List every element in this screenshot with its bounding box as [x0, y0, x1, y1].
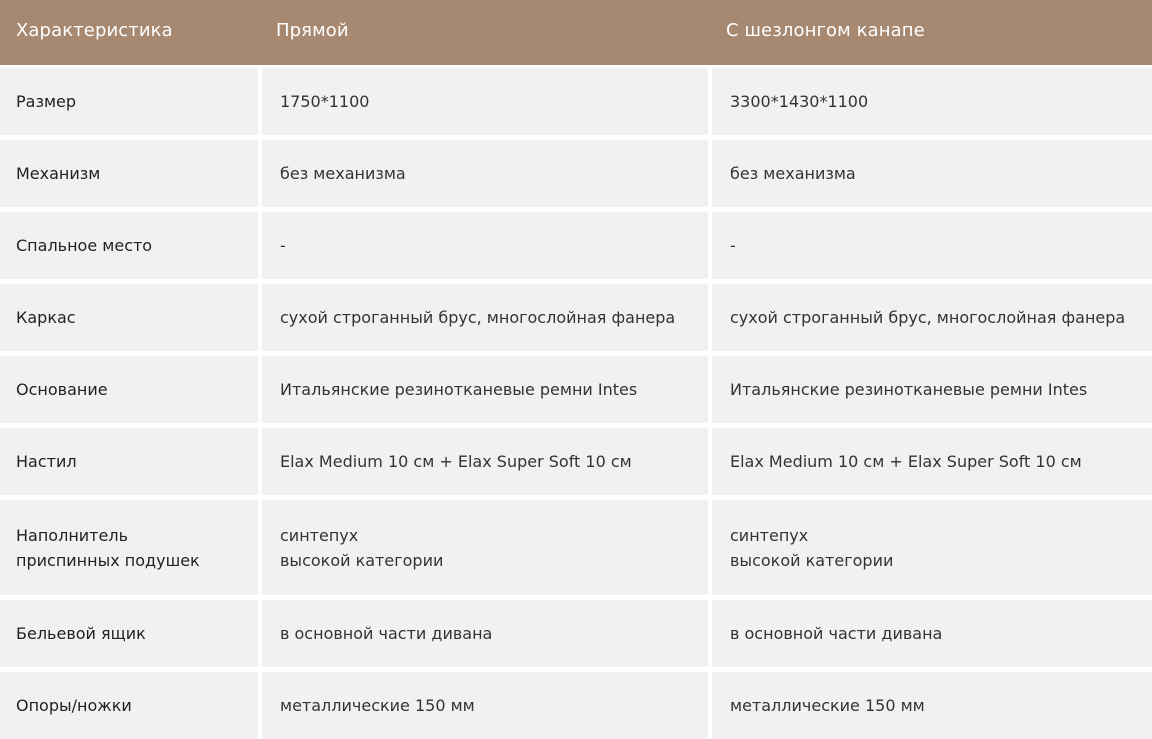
value-chaise: Elax Medium 10 см + Elax Super Soft 10 см [708, 423, 1152, 495]
header-chaise: С шезлонгом канапе [708, 0, 1152, 65]
value-chaise: сухой строганный брус, многослойная фанера [708, 279, 1152, 351]
value-line: высокой категории [730, 550, 894, 570]
table-row-linen-box [0, 595, 1152, 667]
value-chaise: - [708, 207, 1152, 279]
value-straight: 1750*1100 [258, 65, 708, 135]
table-row-size [0, 65, 1152, 135]
row-label: Каркас [0, 279, 258, 351]
value-chaise: 3300*1430*1100 [708, 65, 1152, 135]
value-chaise: Итальянские резинотканевые ремни Intes [708, 351, 1152, 423]
table-row-legs [0, 667, 1152, 739]
row-label: Спальное место [0, 207, 258, 279]
table-header [0, 0, 1152, 65]
table-row-frame [0, 279, 1152, 351]
row-label: Размер [0, 65, 258, 135]
header-straight: Прямой [258, 0, 708, 65]
value-line: синтепух [730, 525, 809, 545]
value-straight: металлические 150 мм [258, 667, 708, 739]
table-row-sleeping-place [0, 207, 1152, 279]
value-straight: сухой строганный брус, многослойная фанера [258, 279, 708, 351]
row-label-line: Наполнитель [16, 525, 128, 545]
row-label: Опоры/ножки [0, 667, 258, 739]
value-straight: Итальянские резинотканевые ремни Intes [258, 351, 708, 423]
header-row [0, 0, 1152, 65]
table-row-cushion-filler [0, 495, 1152, 595]
row-label: Механизм [0, 135, 258, 207]
row-label [0, 495, 258, 595]
value-chaise [708, 495, 1152, 595]
row-label: Основание [0, 351, 258, 423]
table-row-padding [0, 423, 1152, 495]
value-straight: в основной части дивана [258, 595, 708, 667]
value-straight [258, 495, 708, 595]
value-chaise: без механизма [708, 135, 1152, 207]
header-characteristic: Характеристика [0, 0, 258, 65]
value-straight: без механизма [258, 135, 708, 207]
value-line: высокой категории [280, 550, 444, 570]
row-label-line: приспинных подушек [16, 550, 200, 570]
table-row-mechanism [0, 135, 1152, 207]
value-straight: - [258, 207, 708, 279]
table-row-base [0, 351, 1152, 423]
row-label: Бельевой ящик [0, 595, 258, 667]
value-straight: Elax Medium 10 см + Elax Super Soft 10 см [258, 423, 708, 495]
value-chaise: в основной части дивана [708, 595, 1152, 667]
table-body [0, 65, 1152, 739]
row-label: Настил [0, 423, 258, 495]
value-chaise: металлические 150 мм [708, 667, 1152, 739]
value-line: синтепух [280, 525, 359, 545]
